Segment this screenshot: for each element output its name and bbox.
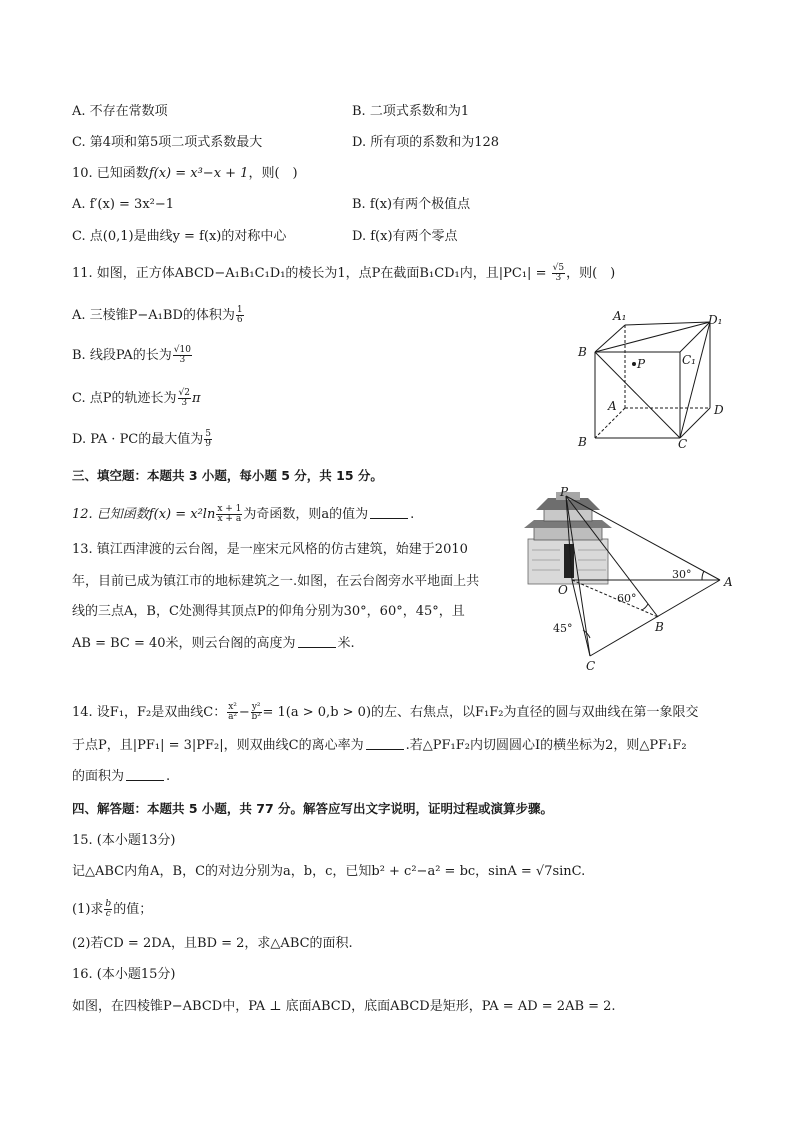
q10-stem-func: f(x) = x³−x + 1 — [148, 166, 249, 181]
line-o-c — [572, 580, 590, 656]
section-4-heading: 四、解答题：本题共 5 小题，共 77 分。解答应写出文字说明，证明过程或演算步骤。 — [72, 801, 554, 816]
q12-answer-blank[interactable] — [370, 506, 408, 519]
q11-option-b-denominator: 3 — [179, 355, 186, 365]
q11-stem-numerator: √5 — [552, 263, 565, 273]
q14-y-fraction — [251, 703, 262, 722]
q10-option-d: D. f(x)有两个零点 — [352, 229, 458, 244]
q10-stem — [72, 165, 298, 183]
q14-minus: − — [238, 705, 250, 720]
angle-label-60: 60° — [617, 592, 637, 605]
q11-option-b-fraction — [173, 346, 192, 365]
q11-stem-denominator: 3 — [555, 273, 562, 283]
q12-numerator: x + 1 — [217, 504, 242, 514]
pagoda-building — [524, 492, 612, 584]
label-d1: D₁ — [708, 313, 723, 327]
q13-line-1: 13. 镇江西津渡的云台阁，是一座宋元风格的仿古建筑，始建于2010 — [72, 542, 468, 557]
label-p-top: P — [560, 485, 569, 499]
q15-part-1 — [72, 900, 152, 919]
q14-line-2-text: 于点P，且|PF₁| = 3|PF₂|，则双曲线C的离心率为 — [72, 738, 364, 753]
q11-option-d-fraction — [204, 430, 212, 449]
line-o-b — [572, 580, 658, 617]
q13-line-3: 线的三点A，B，C处测得其顶点P的仰角分别为30°，60°，45°，且 — [72, 604, 465, 619]
q11-option-b-text: B. 线段PA的长为 — [72, 348, 172, 363]
q16-stem: 如图，在四棱锥P−ABCD中，PA ⊥ 底面ABCD，底面ABCD是矩形，PA = AD = 2AB = 2. — [72, 999, 616, 1014]
angle-arc-b — [642, 604, 648, 610]
q13-line-4-text: AB = BC = 40米，则云台阁的高度为 — [72, 636, 296, 651]
label-b1: B — [578, 345, 587, 359]
label-c-bottom: C — [586, 659, 596, 673]
q14-y-numerator: y² — [251, 702, 261, 712]
q11-option-c-fraction — [178, 389, 191, 408]
q12-prefix: 12. 已知函数f(x) = x²ln — [72, 507, 216, 522]
q10-stem-suffix: ，则( ) — [248, 166, 298, 181]
q14-line-3-text: 的面积为 — [72, 769, 125, 784]
q11-option-d — [72, 430, 213, 449]
q11-stem-end: ，则( ) — [566, 266, 616, 281]
q10-option-c: C. 点(0,1)是曲线y = f(x)的对称中心 — [72, 229, 287, 244]
q11-option-c — [72, 389, 201, 408]
q11-option-d-numerator: 5 — [205, 429, 211, 439]
q10-option-b: B. f(x)有两个极值点 — [352, 197, 471, 212]
q11-option-b — [72, 346, 193, 365]
q11-option-b-numerator: √10 — [173, 345, 191, 355]
q15-stem: 记△ABC内角A，B，C的对边分别为a，b，c，已知b² + c²−a² = bc，sinA = √7sinC. — [72, 864, 586, 879]
pagoda-figure — [520, 484, 745, 674]
point-p — [632, 362, 636, 366]
diag-d1-c — [680, 322, 710, 438]
q10-stem-prefix: 10. 已知函数 — [72, 166, 149, 181]
angle-arc-a — [702, 571, 704, 580]
q15-part-1-numerator: b — [105, 899, 112, 909]
q14-eccentricity-blank[interactable] — [366, 737, 404, 750]
q11-option-c-numerator: √2 — [178, 388, 190, 398]
q11-option-c-text: C. 点P的轨迹长为 — [72, 391, 177, 406]
q15-part-1-text: (1)求 — [72, 902, 104, 917]
line-a-c — [590, 580, 720, 656]
q14-x-fraction — [227, 703, 238, 722]
q14-area-blank[interactable] — [126, 768, 164, 781]
q14-x-denominator: a² — [228, 712, 238, 722]
label-a: A — [608, 399, 617, 413]
q11-stem — [72, 264, 615, 283]
q15-part-1-denominator: c — [105, 909, 111, 919]
label-b-mid: B — [655, 620, 664, 634]
q15-part-2: (2)若CD = 2DA，且BD = 2，求△ABC的面积. — [72, 936, 353, 951]
q11-option-a-fraction — [236, 306, 244, 325]
q11-stem-fraction — [552, 264, 565, 283]
q12-denominator: x + a — [217, 514, 242, 524]
q9-option-b: B. 二项式系数和为1 — [352, 104, 470, 119]
q13-line-4-end: 米. — [337, 636, 355, 651]
angle-label-30: 30° — [672, 568, 692, 581]
q11-stem-text: 11. 如图，正方体ABCD−A₁B₁C₁D₁的棱长为1，点P在截面B₁CD₁内，且|PC₁| = — [72, 266, 547, 281]
q12-end: . — [410, 507, 415, 522]
q14-line-3 — [72, 768, 170, 786]
q15-part-1-end: 的值； — [113, 902, 153, 917]
q11-option-a-numerator: 1 — [236, 305, 243, 315]
q15-part-1-fraction — [104, 900, 112, 919]
q14-line-1-end: = 1(a > 0,b > 0)的左、右焦点，以F₁F₂为直径的圆与双曲线在第一象限交 — [262, 705, 699, 720]
q13-line-2: 年，目前已成为镇江市的地标建筑之一.如图，在云台阁旁水平地面上共 — [72, 574, 480, 589]
q13-line-4 — [72, 635, 355, 653]
q11-option-d-denominator: 9 — [205, 439, 211, 449]
q9-option-d: D. 所有项的系数和为128 — [352, 135, 500, 150]
q11-option-c-denominator: 3 — [181, 398, 188, 408]
q12-stem — [72, 505, 414, 524]
q14-line-2 — [72, 737, 687, 755]
q13-answer-blank[interactable] — [298, 635, 336, 648]
q14-line-2-end: .若△PF₁F₂内切圆圆心I的横坐标为2，则△PF₁F₂ — [405, 738, 687, 753]
label-a1: A₁ — [613, 309, 627, 323]
label-c1: C₁ — [682, 353, 696, 367]
q12-fraction — [216, 505, 242, 524]
edge-d1-c1 — [680, 322, 710, 352]
q12-suffix: 为奇函数，则a的值为 — [243, 507, 369, 522]
section-3-heading: 三、填空题：本题共 3 小题，每小题 5 分，共 15 分。 — [72, 468, 383, 483]
label-o: O — [558, 583, 568, 597]
angle-label-45: 45° — [553, 622, 573, 635]
label-d: D — [714, 403, 724, 417]
q15-header: 15. (本小题13分) — [72, 833, 176, 848]
q11-option-d-text: D. PA · PC的最大值为 — [72, 432, 204, 447]
label-c: C — [678, 437, 688, 451]
q16-header: 16. (本小题15分) — [72, 967, 176, 982]
cube-figure — [570, 300, 730, 455]
q14-line-1 — [72, 703, 698, 722]
label-a-right: A — [724, 575, 733, 589]
q11-option-a-text: A. 三棱锥P−A₁BD的体积为 — [72, 308, 235, 323]
q14-y-denominator: b² — [251, 712, 261, 722]
label-p: P — [637, 357, 646, 371]
edge-c-d — [680, 408, 710, 438]
edge-a1-d1 — [625, 322, 710, 325]
label-b: B — [578, 435, 587, 449]
q9-option-c: C. 第4项和第5项二项式系数最大 — [72, 135, 263, 150]
q11-option-a-denominator: 6 — [236, 315, 243, 325]
q9-option-a: A. 不存在常数项 — [72, 104, 168, 119]
q11-option-a — [72, 306, 245, 325]
q14-line-1-text: 14. 设F₁，F₂是双曲线C： — [72, 705, 227, 720]
q14-line-3-end: . — [166, 769, 171, 784]
q11-option-c-pi: π — [191, 391, 201, 406]
q14-x-numerator: x² — [228, 702, 237, 712]
q10-option-a: A. f′(x) = 3x²−1 — [72, 197, 175, 212]
